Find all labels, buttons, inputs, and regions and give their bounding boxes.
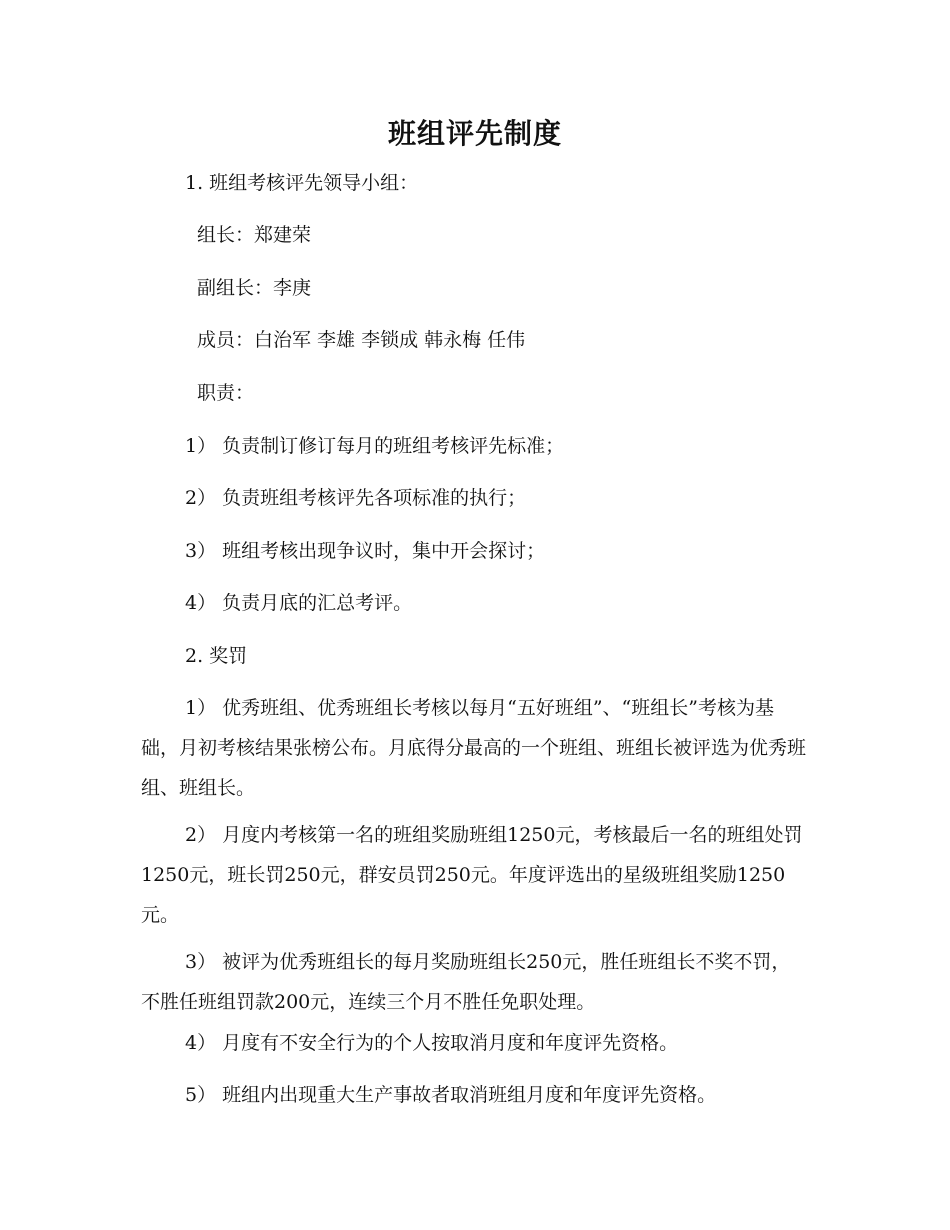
reward-item: 2） 月度内考核第一名的班组奖励班组1250元，考核最后一名的班组处罚1250元，班长罚250元，群安员罚250元。年度评选出的星级班组奖励1250元。 xyxy=(141,824,803,926)
duty-item: 1） 负责制订修订每月的班组考核评先标准； xyxy=(185,435,565,457)
document-title: 班组评先制度 xyxy=(387,117,562,150)
leader-line: 组长：郑建荣 xyxy=(197,224,312,246)
reward-item: 1） 优秀班组、优秀班组长考核以每月“五好班组”、“班组长”考核为基础，月初考核结果张榜公布。月底得分最高的一个班组、班组长被评选为优秀班组、班组长。 xyxy=(141,697,807,799)
section-2-heading: 2. 奖罚 xyxy=(185,645,248,667)
reward-item: 3） 被评为优秀班组长的每月奖励班组长250元，胜任班组长不奖不罚，不胜任班组罚款200元，连续三个月不胜任免职处理。 xyxy=(141,951,791,1013)
members-line: 成员：白治军 李雄 李锁成 韩永梅 任伟 xyxy=(197,329,526,351)
duty-item: 3） 班组考核出现争议时，集中开会探讨； xyxy=(185,540,546,562)
duties-label: 职责： xyxy=(197,382,255,404)
section-1-heading: 1. 班组考核评先领导小组： xyxy=(185,172,419,194)
deputy-leader-line: 副组长：李庚 xyxy=(197,277,312,299)
reward-item: 4） 月度有不安全行为的个人按取消月度和年度评先资格。 xyxy=(185,1032,679,1054)
reward-item: 5） 班组内出现重大生产事故者取消班组月度和年度评先资格。 xyxy=(185,1084,717,1106)
duty-item: 2） 负责班组考核评先各项标准的执行； xyxy=(185,487,527,509)
duty-item: 4） 负责月底的汇总考评。 xyxy=(185,592,413,614)
